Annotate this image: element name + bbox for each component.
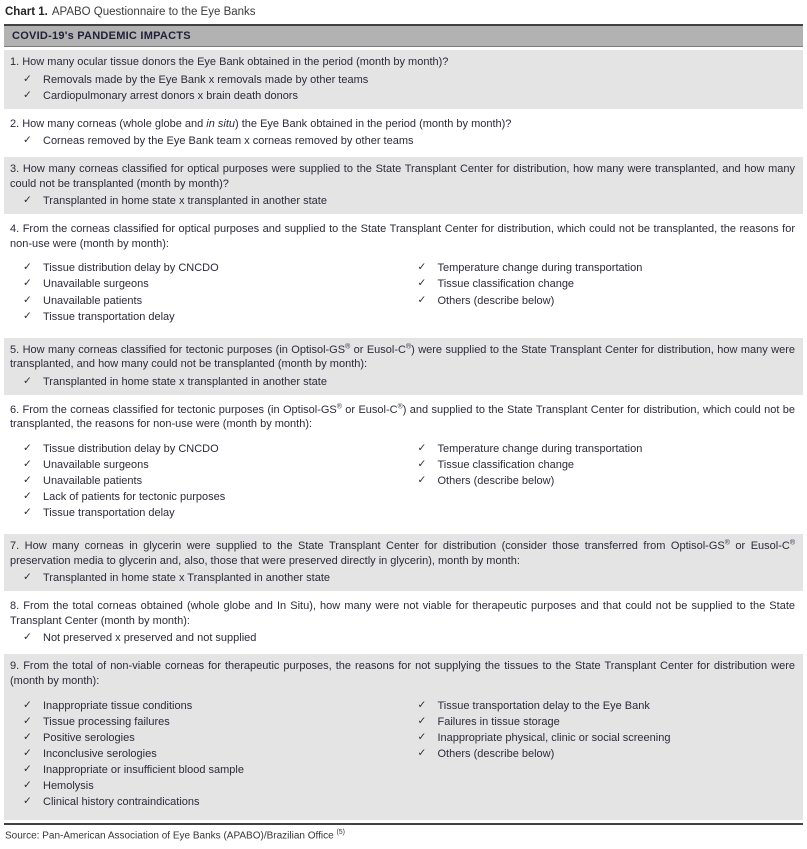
checklist-item-text: Inappropriate physical, clinic or social screening xyxy=(437,731,671,744)
checklist-item xyxy=(10,260,401,276)
checklist-item xyxy=(10,473,401,489)
checklist-item-text: Transplanted in home state x Transplanted in another state xyxy=(43,572,330,585)
check-icon: ✓ xyxy=(23,72,32,85)
question-text xyxy=(10,403,795,432)
question-text xyxy=(10,162,795,191)
checklist-item-text: Failures in tissue storage xyxy=(437,715,560,728)
check-icon: ✓ xyxy=(23,730,32,743)
check-icon: ✓ xyxy=(417,698,427,711)
check-icon: ✓ xyxy=(23,794,32,807)
source-citation: (5) xyxy=(336,829,346,837)
checklist-item-text: Others (describe below) xyxy=(437,475,555,488)
question-text xyxy=(10,55,795,70)
checklist-item-text: Unavailable surgeons xyxy=(43,278,149,291)
checklist-item xyxy=(10,794,401,810)
question-text-part: 2. How many corneas (whole globe and xyxy=(10,117,207,130)
checklist xyxy=(10,72,795,104)
checklist-item xyxy=(10,374,795,390)
checklist-item-text: Tissue transportation delay to the Eye Bank xyxy=(437,699,650,712)
checklist-item xyxy=(10,698,401,714)
check-icon: ✓ xyxy=(417,714,427,727)
checklist-item-text: Tissue classification change xyxy=(437,458,575,471)
question-text-part: or Eusol-C xyxy=(350,343,406,356)
check-icon: ✓ xyxy=(417,441,427,454)
checklist-item-text: Temperature change during transportation xyxy=(437,262,643,275)
check-icon: ✓ xyxy=(23,261,32,274)
source-row xyxy=(4,823,803,849)
question-text-part: 3. How many corneas classified for optical purposes were supplied to the State Transplant Center for distribution, how many were transplanted, and how many could not be transplanted (month by month)? xyxy=(10,163,795,190)
checklist-item-text: Inappropriate or insufficient blood sample xyxy=(43,763,244,776)
question-text-part: 4. From the corneas classified for optical purposes and supplied to the State Transplant Center for distribution, which could not be transplanted, the reasons for non-use were (month by month): xyxy=(10,223,795,250)
checklist-item-text: Tissue classification change xyxy=(437,278,575,291)
question-text-part: ) the Eye Bank obtained in the period (month by month)? xyxy=(235,117,512,130)
checklist-item xyxy=(405,276,796,292)
question-text-part: 7. How many corneas in glycerin were supplied to the State Transplant Center for distribution (consider those transferred from Optisol-GS xyxy=(10,540,725,553)
checklist-columns xyxy=(10,698,795,816)
check-icon: ✓ xyxy=(23,293,32,306)
checklist-item-text: Unavailable patients xyxy=(43,294,143,307)
check-icon: ✓ xyxy=(23,374,32,387)
registered-mark: ® xyxy=(336,403,342,411)
source-text: Source: Pan-American Association of Eye Banks (APABO)/Brazilian Office xyxy=(5,830,337,842)
check-icon: ✓ xyxy=(23,194,32,207)
checklist-item xyxy=(405,457,796,473)
checklist-item xyxy=(10,762,401,778)
check-icon: ✓ xyxy=(23,309,32,322)
checklist-item xyxy=(10,505,401,521)
checklist xyxy=(10,374,795,390)
checklist-item-text: Not preserved x preserved and not supplied xyxy=(43,632,257,645)
question-section xyxy=(4,50,803,109)
checklist-item xyxy=(405,293,796,309)
question-text-part: 1. How many ocular tissue donors the Eye Bank obtained in the period (month by month)? xyxy=(10,56,449,68)
check-icon: ✓ xyxy=(23,441,32,454)
check-icon: ✓ xyxy=(23,457,32,470)
table-header-label: COVID-19's PANDEMIC IMPACTS xyxy=(12,30,191,42)
registered-mark: ® xyxy=(789,539,795,547)
question-section xyxy=(4,112,803,155)
question-text-part: preservation media to glycerin and, also, those that were preserved directly in glycerin), month by month: xyxy=(10,554,520,567)
checklist xyxy=(10,570,795,586)
question-text-part: 8. From the total corneas obtained (whole globe and In Situ), how many were not viable for therapeutic purposes and that could not be supplied to the State Transplant Center (month by month): xyxy=(10,600,795,627)
question-text xyxy=(10,343,795,372)
question-text-part: ) and supplied to the State Transplant Center for distribution, which could not be transplanted, the reasons for non-use were (month by month): xyxy=(10,403,795,431)
checklist-item xyxy=(10,72,795,88)
question-text-part: 5. How many corneas classified for tectonic purposes (in Optisol-GS xyxy=(10,343,346,356)
question-text xyxy=(10,222,795,251)
checklist xyxy=(10,630,795,646)
checklist-item-text: Inconclusive serologies xyxy=(43,747,157,760)
chart-title-text: APABO Questionnaire to the Eye Banks xyxy=(51,6,256,18)
checklist-item-text: Removals made by the Eye Bank x removals made by other teams xyxy=(43,73,369,86)
checklist-item-text: Hemolysis xyxy=(43,779,94,792)
checklist-item xyxy=(10,309,401,325)
check-icon: ✓ xyxy=(417,261,427,274)
questionnaire-table xyxy=(4,24,803,849)
checklist-item-text: Corneas removed by the Eye Bank team x corneas removed by other teams xyxy=(43,135,414,148)
check-icon: ✓ xyxy=(23,778,32,791)
checklist-item-text: Transplanted in home state x transplanted in another state xyxy=(43,195,327,208)
checklist-item xyxy=(10,193,795,209)
question-section xyxy=(4,398,803,531)
table-header xyxy=(4,24,803,47)
checklist-columns xyxy=(10,441,795,526)
check-icon: ✓ xyxy=(23,571,32,584)
check-icon: ✓ xyxy=(417,474,427,487)
checklist-item xyxy=(10,133,795,149)
check-icon: ✓ xyxy=(23,474,32,487)
question-section xyxy=(4,338,803,395)
checklist-item xyxy=(405,730,796,746)
checklist-item xyxy=(10,630,795,646)
checklist xyxy=(405,698,796,811)
checklist-item xyxy=(10,88,795,104)
check-icon: ✓ xyxy=(23,714,32,727)
question-text-part: in situ xyxy=(206,117,236,130)
question-section xyxy=(4,217,803,334)
check-icon: ✓ xyxy=(417,730,427,743)
checklist-item-text: Temperature change during transportation xyxy=(437,442,643,455)
checklist-item-text: Tissue transportation delay xyxy=(43,310,175,323)
checklist-item-text: Others (describe below) xyxy=(437,747,555,760)
checklist-item xyxy=(405,714,796,730)
question-section xyxy=(4,654,803,820)
checklist xyxy=(10,698,401,811)
check-icon: ✓ xyxy=(23,631,32,644)
check-icon: ✓ xyxy=(23,134,32,147)
checklist-item xyxy=(10,293,401,309)
checklist-item xyxy=(405,698,796,714)
checklist-item-text: Others (describe below) xyxy=(437,294,555,307)
sections-container xyxy=(4,50,803,820)
checklist-item xyxy=(405,260,796,276)
question-text xyxy=(10,117,795,132)
check-icon: ✓ xyxy=(23,88,32,101)
checklist-item-text: Positive serologies xyxy=(43,731,135,744)
checklist xyxy=(10,133,795,149)
checklist-columns xyxy=(10,260,795,329)
checklist-item xyxy=(10,441,401,457)
checklist-item-text: Tissue transportation delay xyxy=(43,507,175,520)
question-section xyxy=(4,594,803,651)
check-icon: ✓ xyxy=(417,277,427,290)
check-icon: ✓ xyxy=(417,293,427,306)
checklist-item xyxy=(10,730,401,746)
checklist-item-text: Transplanted in home state x transplanted in another state xyxy=(43,375,327,388)
check-icon: ✓ xyxy=(23,490,32,503)
checklist-item xyxy=(10,778,401,794)
chart-title xyxy=(4,2,803,24)
question-text xyxy=(10,659,795,688)
question-text-part: 9. From the total of non-viable corneas for therapeutic purposes, the reasons for not supplying the tissues to the State Transplant Center for distribution were (month by month): xyxy=(10,660,795,687)
checklist-item xyxy=(10,489,401,505)
check-icon: ✓ xyxy=(23,506,32,519)
checklist-item xyxy=(405,746,796,762)
question-text xyxy=(10,599,795,628)
checklist-item xyxy=(405,473,796,489)
check-icon: ✓ xyxy=(23,746,32,759)
checklist-item xyxy=(405,441,796,457)
checklist-item-text: Clinical history contraindications xyxy=(43,795,200,808)
check-icon: ✓ xyxy=(417,746,427,759)
checklist-item xyxy=(10,457,401,473)
question-text-part: or Eusol-C xyxy=(341,403,398,416)
check-icon: ✓ xyxy=(23,762,32,775)
registered-mark: ® xyxy=(345,343,351,351)
question-text-part: 6. From the corneas classified for tectonic purposes (in Optisol-GS xyxy=(10,403,337,416)
checklist-item-text: Cardiopulmonary arrest donors x brain death donors xyxy=(43,89,298,102)
check-icon: ✓ xyxy=(417,457,427,470)
registered-mark: ® xyxy=(405,343,412,351)
checklist-item-text: Tissue distribution delay by CNCDO xyxy=(43,442,219,455)
checklist xyxy=(405,260,796,324)
question-text-part: ) were supplied to the State Transplant Center for distribution, how many were transplanted, and how many could not be transplanted (month by month): xyxy=(10,343,795,371)
question-section xyxy=(4,534,803,591)
checklist-item xyxy=(10,714,401,730)
checklist-item xyxy=(10,746,401,762)
checklist xyxy=(10,441,401,521)
checklist-item-text: Tissue processing failures xyxy=(43,715,170,728)
checklist-item-text: Unavailable patients xyxy=(43,475,143,488)
question-section xyxy=(4,157,803,214)
checklist-item xyxy=(10,276,401,292)
checklist-item-text: Unavailable surgeons xyxy=(43,458,149,471)
chart-title-label: Chart 1. xyxy=(5,6,48,18)
checklist-item-text: Lack of patients for tectonic purposes xyxy=(43,491,226,504)
checklist-item-text: Inappropriate tissue conditions xyxy=(43,699,193,712)
question-text xyxy=(10,539,795,568)
checklist xyxy=(405,441,796,521)
checklist xyxy=(10,193,795,209)
checklist xyxy=(10,260,401,324)
registered-mark: ® xyxy=(397,403,403,411)
registered-mark: ® xyxy=(724,539,730,547)
question-text-part: or Eusol-C xyxy=(729,540,790,553)
check-icon: ✓ xyxy=(23,277,32,290)
checklist-item-text: Tissue distribution delay by CNCDO xyxy=(43,262,219,275)
check-icon: ✓ xyxy=(23,698,32,711)
checklist-item xyxy=(10,570,795,586)
